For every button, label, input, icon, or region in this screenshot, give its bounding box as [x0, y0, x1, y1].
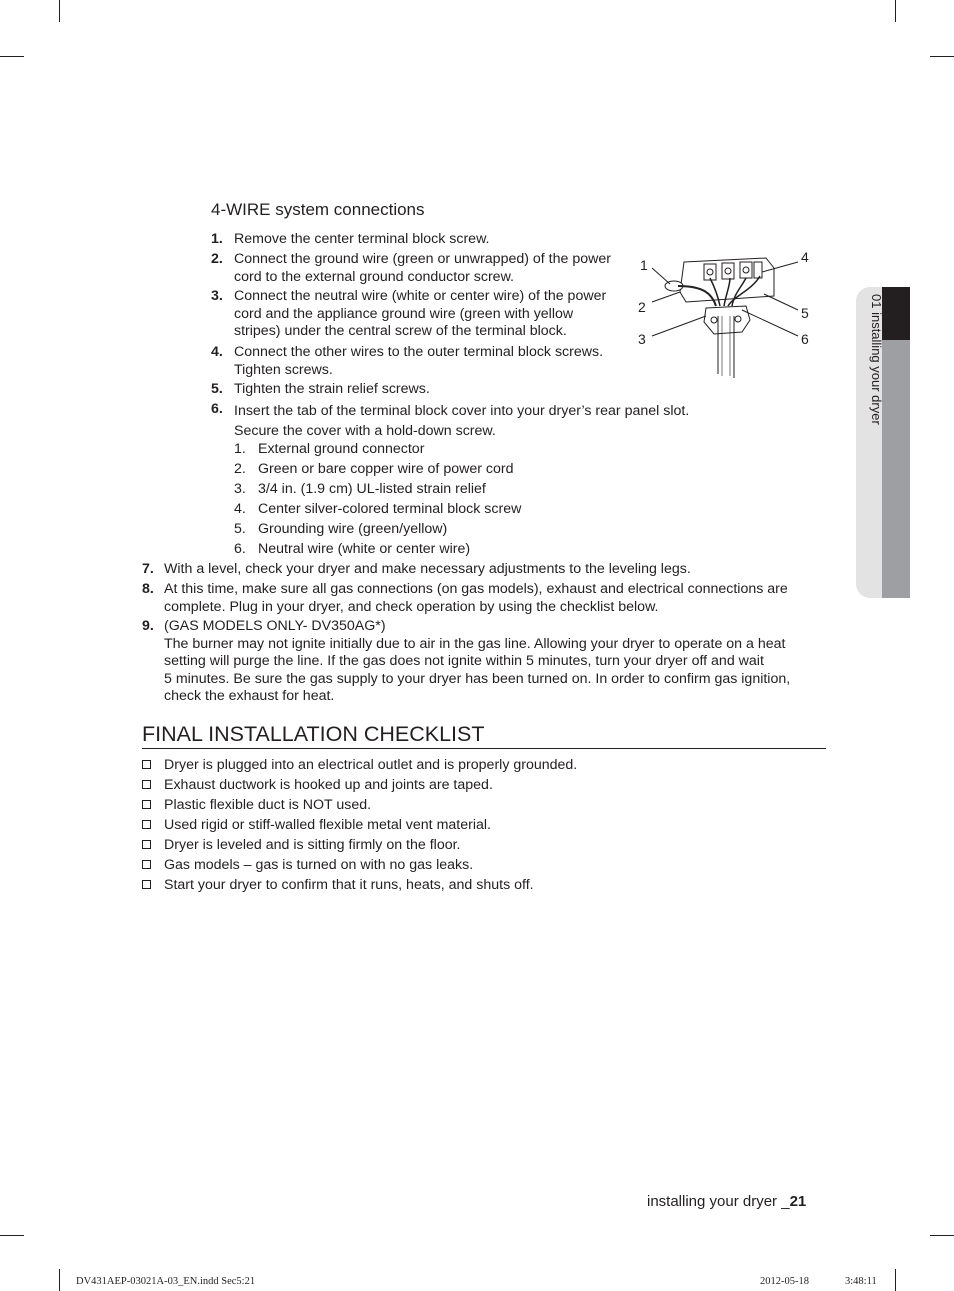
callout-label: 5	[801, 305, 809, 321]
checklist-title: FINAL INSTALLATION CHECKLIST	[142, 722, 485, 746]
legend-text: Green or bare copper wire of power cord	[258, 461, 514, 477]
step-number: 1.	[211, 231, 223, 247]
step-line: complete. Plug in your dryer, and check operation by using the checklist below.	[164, 598, 659, 615]
legend-number: 6.	[234, 541, 246, 557]
checkbox-icon[interactable]	[142, 760, 151, 769]
step-text	[234, 231, 489, 249]
checklist-item: Dryer is leveled and is sitting firmly on the floor.	[164, 837, 461, 853]
step-number: 4.	[211, 344, 223, 360]
checklist-item: Plastic flexible duct is NOT used.	[164, 797, 372, 813]
step-line: stripes) under the central screw of the terminal block.	[234, 323, 567, 339]
checkbox-icon[interactable]	[142, 780, 151, 789]
step-line: Secure the cover with a hold-down screw.	[234, 423, 496, 439]
crop-mark	[930, 56, 954, 57]
step-line: 5 minutes. Be sure the gas supply to your dryer has been turned on. In order to confirm gas ignition,	[164, 670, 791, 687]
legend-text: Center silver-colored terminal block screw	[258, 501, 522, 517]
crop-mark	[895, 1269, 896, 1291]
legend-text: Grounding wire (green/yellow)	[258, 521, 448, 537]
terminal-block-diagram	[634, 246, 814, 380]
checkbox-icon[interactable]	[142, 860, 151, 869]
legend-number: 2.	[234, 461, 246, 477]
step-text	[234, 288, 606, 341]
checkbox-icon[interactable]	[142, 800, 151, 809]
step-number: 2.	[211, 251, 223, 267]
callout-label: 2	[638, 299, 646, 315]
legend-number: 5.	[234, 521, 246, 537]
crop-mark	[59, 0, 60, 22]
checklist-item: Exhaust ductwork is hooked up and joints are taped.	[164, 777, 493, 793]
checklist-item: Dryer is plugged into an electrical outlet and is properly grounded.	[164, 757, 578, 773]
step-number: 7.	[142, 561, 154, 577]
callout-label: 6	[801, 331, 809, 347]
step-line: Connect the neutral wire (white or center wire) of the power	[234, 288, 607, 304]
crop-mark	[895, 0, 896, 22]
step-number: 3.	[211, 288, 223, 304]
step-line: Tighten screws.	[234, 361, 333, 378]
legend-number: 1.	[234, 441, 246, 457]
slug-date: 2012-05-18	[760, 1276, 809, 1287]
step-text	[234, 401, 689, 441]
legend-text: 3/4 in. (1.9 cm) UL-listed strain relief	[258, 481, 486, 497]
crop-mark	[59, 1269, 60, 1291]
step-line: (GAS MODELS ONLY- DV350AG*)	[164, 618, 386, 634]
page-footer	[647, 1193, 806, 1210]
step-text	[164, 561, 691, 579]
step-number: 9.	[142, 618, 154, 634]
step-line: setting will purge the line. If the gas does not ignite within 5 minutes, turn your dryer off and wait	[164, 653, 764, 669]
crop-mark	[930, 1235, 954, 1236]
step-number: 6.	[211, 401, 223, 417]
checklist-item: Start your dryer to confirm that it runs, heats, and shuts off.	[164, 877, 534, 893]
slug-filename: DV431AEP-03021A-03_EN.indd Sec5:21	[76, 1276, 256, 1287]
page-number: 21	[789, 1193, 807, 1210]
callout-label: 4	[801, 249, 809, 265]
step-line: check the exhaust for heat.	[164, 688, 335, 704]
crop-mark	[0, 56, 24, 57]
step-number: 5.	[211, 381, 223, 397]
side-tab-label: 01 installing your dryer	[869, 294, 884, 425]
checkbox-icon[interactable]	[142, 840, 151, 849]
step-line: Remove the center terminal block screw.	[234, 231, 490, 247]
step-text	[164, 581, 788, 616]
step-line: With a level, check your dryer and make necessary adjustments to the leveling legs.	[164, 561, 691, 577]
section-subheading: 4-WIRE system connections	[211, 200, 425, 219]
step-line: Tighten the strain relief screws.	[234, 381, 430, 397]
step-line: cord to the external ground conductor screw.	[234, 268, 514, 285]
step-text	[234, 344, 603, 379]
crop-mark	[0, 1235, 24, 1236]
step-text	[234, 381, 430, 399]
legend-number: 4.	[234, 501, 246, 517]
callout-label: 1	[640, 257, 648, 273]
title-rule	[142, 748, 826, 749]
step-text	[164, 618, 790, 706]
slug-time: 3:48:11	[845, 1276, 877, 1287]
step-line: cord and the appliance ground wire (green with yellow	[234, 305, 574, 322]
callout-label: 3	[638, 331, 646, 347]
checklist-item: Used rigid or stiff-walled flexible metal vent material.	[164, 817, 491, 833]
step-line: At this time, make sure all gas connections (on gas models), exhaust and electrical connections are	[164, 581, 788, 597]
legend-number: 3.	[234, 481, 246, 497]
step-number: 8.	[142, 581, 154, 597]
footer-running-text: installing your dryer _	[647, 1193, 790, 1210]
step-line: Connect the other wires to the outer terminal block screws.	[234, 344, 604, 360]
step-line: The burner may not ignite initially due to air in the gas line. Allowing your dryer to operate on a heat	[164, 635, 786, 652]
side-tab-marker	[882, 287, 910, 340]
checkbox-icon[interactable]	[142, 880, 151, 889]
step-text	[234, 251, 611, 286]
legend-text: Neutral wire (white or center wire)	[258, 541, 471, 557]
legend-text: External ground connector	[258, 441, 425, 457]
checkbox-icon[interactable]	[142, 820, 151, 829]
step-line: Insert the tab of the terminal block cover into your dryer’s rear panel slot.	[234, 403, 690, 419]
step-line: Connect the ground wire (green or unwrapped) of the power	[234, 251, 611, 267]
checklist-item: Gas models – gas is turned on with no gas leaks.	[164, 857, 474, 873]
